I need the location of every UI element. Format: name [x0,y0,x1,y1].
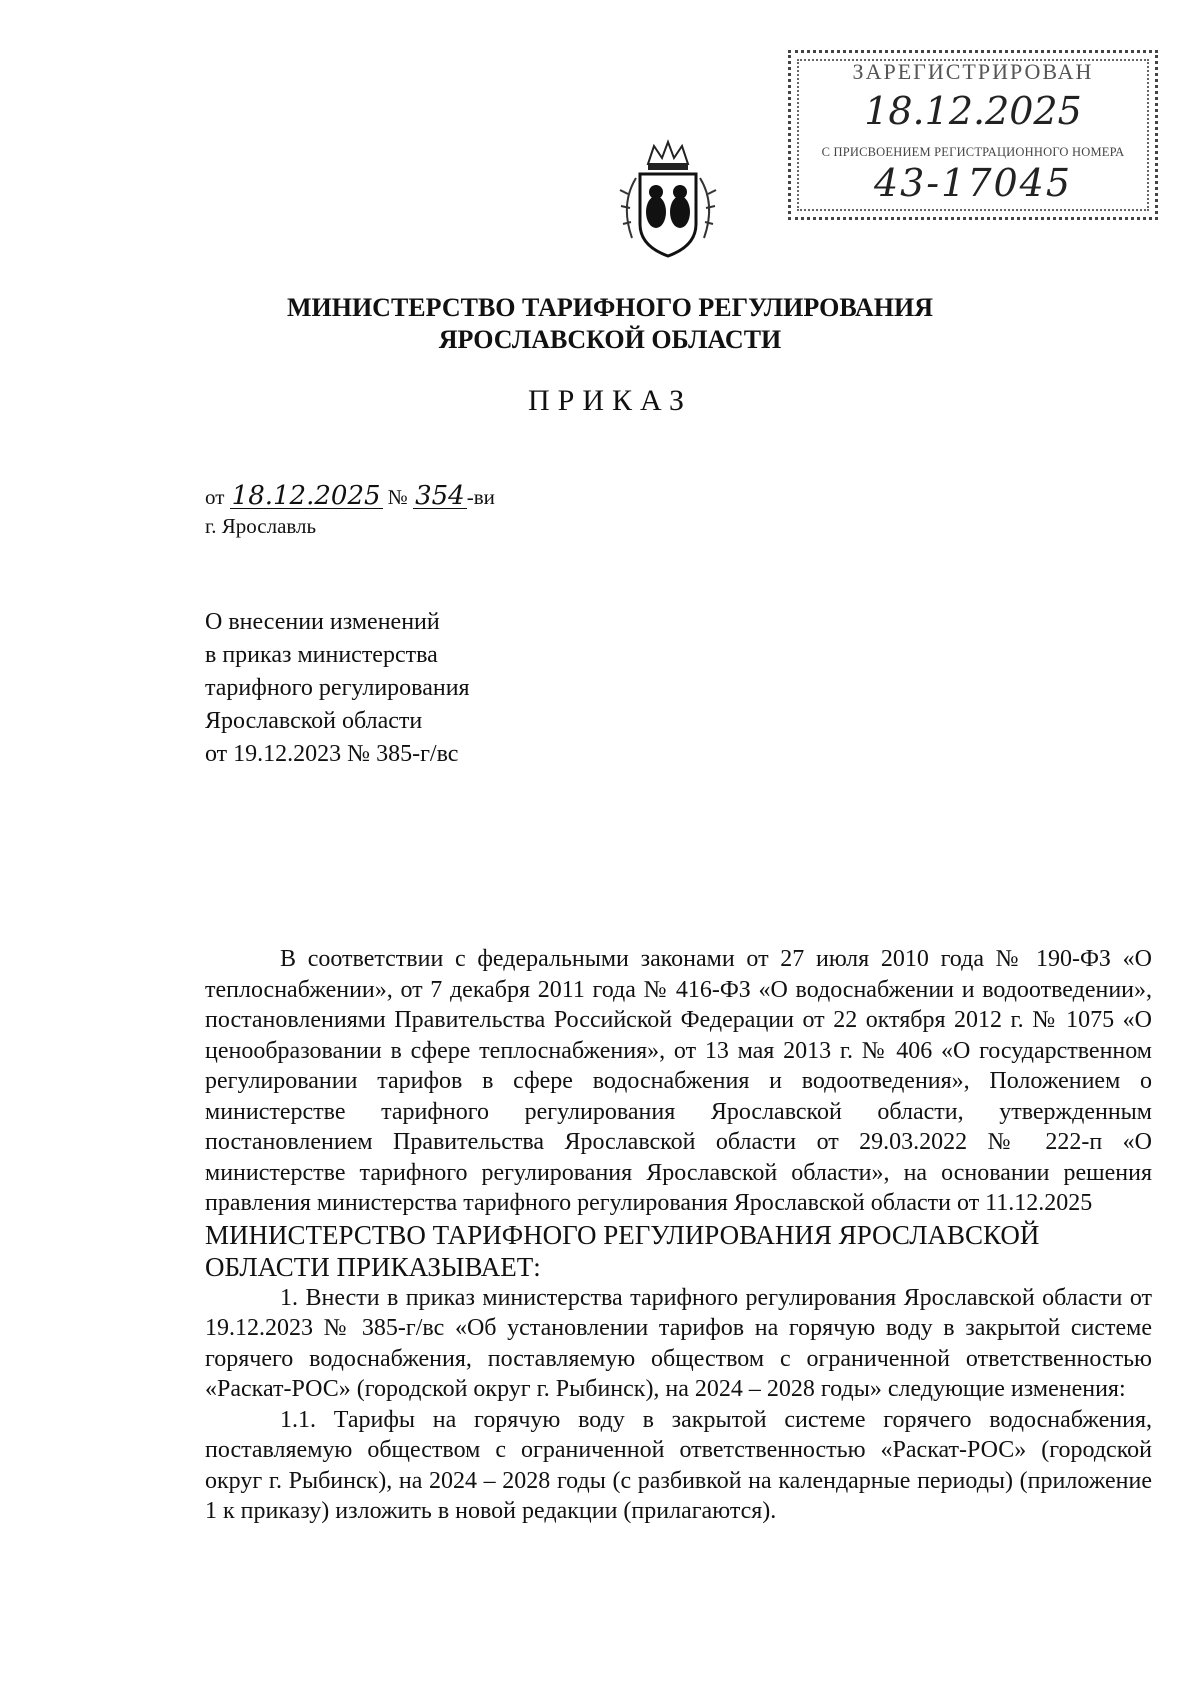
order-subject [205,606,470,771]
subject-line1: О внесении изменений [205,609,440,635]
order-body [205,944,1152,1527]
order-date: 18.12.2025 [231,481,381,511]
stamp-date: 18.12.2025 [864,89,1082,133]
orders-clause-line2: ОБЛАСТИ ПРИКАЗЫВАЕТ: [205,1251,541,1282]
preamble-paragraph: В соответствии с федеральными законами от 27 июля 2010 года № 190-ФЗ «О теплоснабжении», от 7 декабря 2011 года № 416-ФЗ «О водоснабжении и водоотведении», постановлениями Правительства Российской Федерации от 22 октября 2012 г. № 1075 «О ценообразовании в сфере теплоснабжения», от 13 мая 2013 г. № 406 «О государственном регулировании тарифов в сфере водоснабжения и водоотведения», Положением о министерстве тарифного регулирования Ярославской области, утвержденным постановлением Правительства Ярославской области от 29.03.2022 № 222-п «О министерстве тарифного регулирования Ярославской области», на основании решения правления министерства тарифного регулирования Ярославской области от 11.12.2025 [205,946,1152,1216]
ministry-name [0,292,1200,356]
order-number: 354 [415,481,465,511]
item-1-paragraph: 1. Внести в приказ министерства тарифного регулирования Ярославской области от 19.12.2023 № 385-г/вс «Об установлении тарифов на горячую воду в закрытой системе горячего водоснабжения, поставляемую обществом с ограниченной ответственностью «Раскат-РОС» (городской округ г. Рыбинск), на 2024 – 2028 годы» следующие изменения: [205,1284,1152,1402]
stamp-registration-number: 43-17045 [873,161,1073,205]
order-number-label: № [387,485,408,509]
order-number-suffix: -ви [466,485,495,509]
orders-clause-line1: МИНИСТЕРСТВО ТАРИФНОГО РЕГУЛИРОВАНИЯ ЯРОСЛАВСКОЙ [205,1219,1040,1250]
subject-line2: в приказ министерства [205,642,438,668]
registration-stamp [788,50,1158,220]
order-from-label: от [205,485,225,509]
ministry-name-line1: МИНИСТЕРСТВО ТАРИФНОГО РЕГУЛИРОВАНИЯ [286,293,934,322]
item-1-1-paragraph: 1.1. Тарифы на горячую воду в закрытой системе горячего водоснабжения, поставляемую обществом с ограниченной ответственностью «Раскат-РОС» (городской округ г. Рыбинск), на 2024 – 2028 годы (с разбивкой на календарные периоды) (приложение 1 к приказу) изложить в новой редакции (прилагаются). [205,1406,1152,1524]
order-city: г. Ярославль [205,514,317,538]
order-date-number-line [205,481,495,511]
subject-line3: тарифного регулирования [205,675,470,701]
subject-line5: от 19.12.2023 № 385-г/вс [205,741,459,767]
stamp-subtitle: С ПРИСВОЕНИЕМ РЕГИСТРАЦИОННОГО НОМЕРА [821,145,1125,159]
document-type-title: ПРИКАЗ [528,384,692,417]
subject-line4: Ярославской области [205,708,423,734]
stamp-title: ЗАРЕГИСТРИРОВАН [852,59,1094,84]
ministry-name-line2: ЯРОСЛАВСКОЙ ОБЛАСТИ [438,325,782,354]
coat-of-arms-icon [598,134,738,264]
